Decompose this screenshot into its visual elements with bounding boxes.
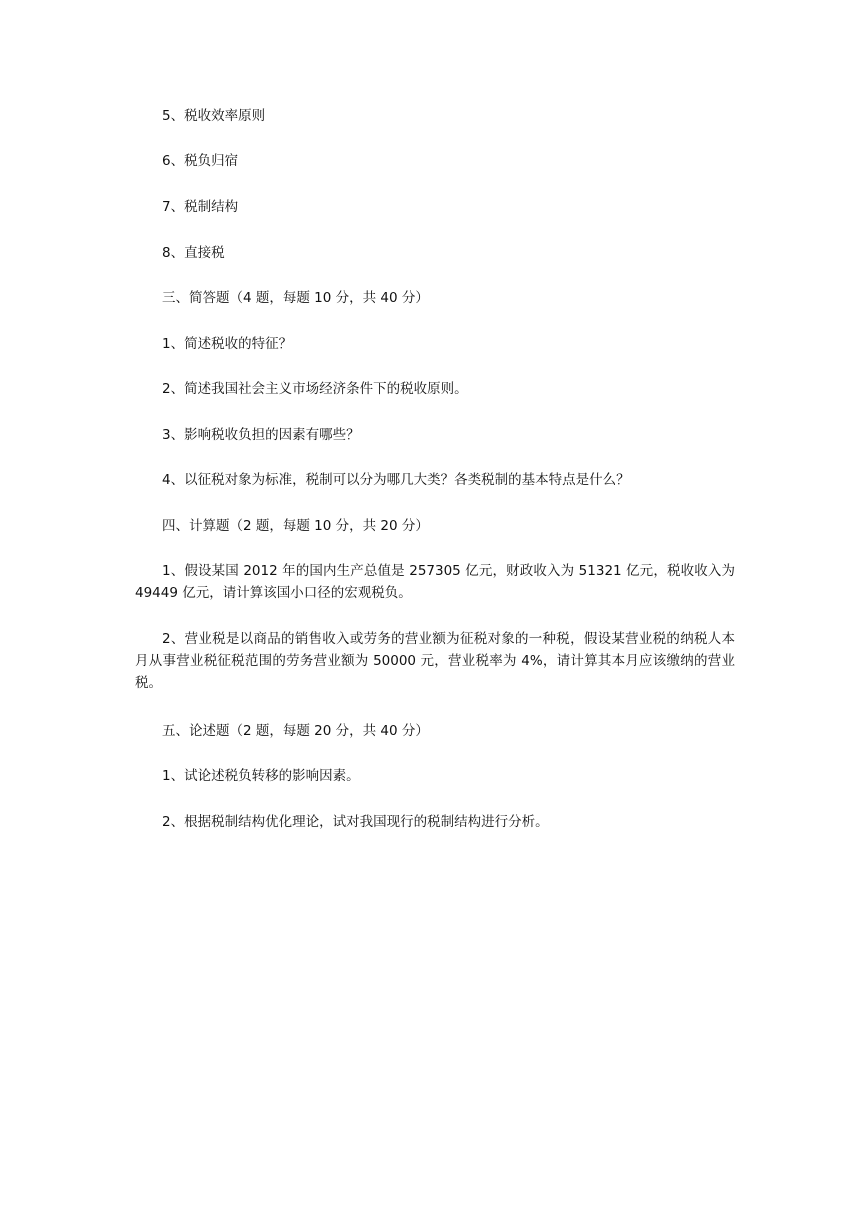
question-item: 1、简述税收的特征？ xyxy=(162,336,293,352)
section-heading: 三、简答题（4 题，每题 10 分，共 40 分） xyxy=(162,290,429,306)
question-item: 2、根据税制结构优化理论，试对我国现行的税制结构进行分析。 xyxy=(162,814,549,830)
question-item: 4、以征税对象为标准，税制可以分为哪几大类？各类税制的基本特点是什么？ xyxy=(162,472,630,488)
section-heading: 四、计算题（2 题，每题 10 分，共 20 分） xyxy=(162,518,429,534)
term-item: 8、直接税 xyxy=(162,245,225,261)
question-item: 2、简述我国社会主义市场经济条件下的税收原则。 xyxy=(162,381,468,397)
question-item: 3、影响税收负担的因素有哪些？ xyxy=(162,427,360,443)
question-paragraph: 1、假设某国 2012 年的国内生产总值是 257305 亿元，财政收入为 51321 亿元，税收收入为 49449 亿元，请计算该国小口径的宏观税负。 xyxy=(135,563,735,601)
term-item: 5、税收效率原则 xyxy=(162,108,266,124)
term-item: 6、税负归宿 xyxy=(162,153,239,169)
question-paragraph: 2、营业税是以商品的销售收入或劳务的营业额为征税对象的一种税，假设某营业税的纳税人本月从事营业税征税范围的劳务营业额为 50000 元，营业税率为 4%，请计算其本月应该缴纳的营业税。 xyxy=(135,631,735,691)
question-item: 1、试论述税负转移的影响因素。 xyxy=(162,768,360,784)
section-heading: 五、论述题（2 题，每题 20 分，共 40 分） xyxy=(162,723,429,739)
term-item: 7、税制结构 xyxy=(162,199,239,215)
